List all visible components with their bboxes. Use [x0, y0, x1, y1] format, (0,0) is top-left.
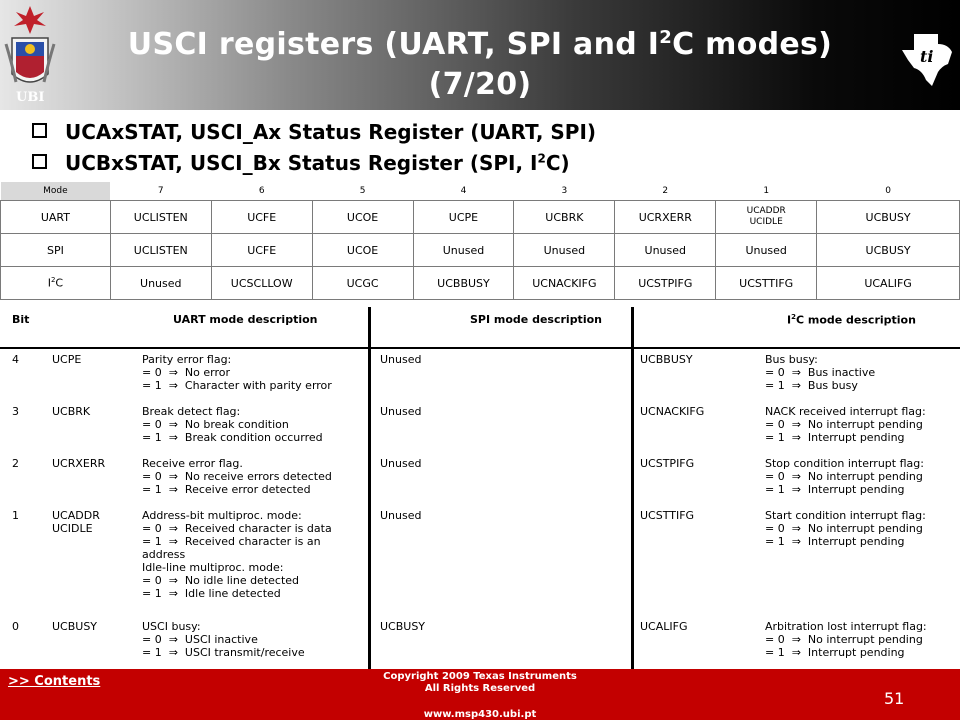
cell-i2c-name: UCNACKIFG [640, 405, 705, 418]
header-cell: 3 [514, 182, 615, 201]
header-divider [0, 347, 960, 349]
cell-i2c: Bus busy: = 0 ⇒ Bus inactive = 1 ⇒ Bus busy [765, 353, 876, 392]
title-part: C modes) [672, 27, 833, 62]
table-cell: UCGC [312, 267, 413, 300]
table-cell: UCADDR UCIDLE [716, 201, 817, 234]
table-cell: UCSTPIFG [615, 267, 716, 300]
cell-i2c-name: UCBBUSY [640, 353, 693, 366]
cell-i2c: Start condition interrupt flag: = 0 ⇒ No interrupt pending = 1 ⇒ Interrupt pending [765, 509, 926, 548]
header-cell: 5 [312, 182, 413, 201]
cell-name: UCRXERR [52, 457, 106, 470]
table-cell: UCSTTIFG [716, 267, 817, 300]
table-cell: UCALIFG [817, 267, 960, 300]
table-cell: UCBRK [514, 201, 615, 234]
square-bullet-icon [32, 123, 47, 138]
cell-bit: 0 [12, 620, 19, 633]
column-header-i2c [787, 313, 916, 327]
cell-uart: Break detect flag: = 0 ⇒ No break condition = 1 ⇒ Break condition occurred [142, 405, 323, 444]
header-cell: Mode [1, 182, 111, 201]
page-number: 51 [884, 689, 905, 708]
header-part: C mode description [795, 313, 916, 327]
cell-bit: 1 [12, 509, 19, 522]
title-superscript: 2 [659, 27, 673, 48]
mode-cell: UART [1, 201, 111, 234]
copyright-line: All Rights Reserved [424, 683, 536, 694]
square-bullet-icon [32, 154, 47, 169]
ubi-label: UBI [16, 90, 45, 105]
header-cell: 1 [716, 182, 817, 201]
bullet-ucaxstat [32, 120, 596, 144]
title-line2: (7/20) [428, 67, 532, 102]
slide-footer [0, 669, 960, 720]
column-divider [368, 307, 371, 669]
header-cell: 0 [817, 182, 960, 201]
header-part: I [787, 313, 792, 327]
table-cell: UCBUSY [817, 234, 960, 267]
table-cell: UCOE [312, 234, 413, 267]
table-cell: Unused [413, 234, 514, 267]
table-cell: UCRXERR [615, 201, 716, 234]
table-cell: UCFE [211, 201, 312, 234]
copyright-line: Copyright 2009 Texas Instruments [383, 671, 577, 682]
ti-logo-icon [898, 30, 956, 88]
cell-i2c-name: UCSTTIFG [640, 509, 695, 522]
cell-i2c: NACK received interrupt flag: = 0 ⇒ No interrupt pending = 1 ⇒ Interrupt pending [765, 405, 926, 444]
table-cell: UCNACKIFG [514, 267, 615, 300]
column-header-spi: SPI mode description [470, 313, 602, 326]
header-cell: 6 [211, 182, 312, 201]
header-cell: 7 [110, 182, 211, 201]
table-header-row [1, 182, 960, 201]
title-part: USCI registers (UART, SPI and I [127, 27, 660, 62]
bullet-text: C) [545, 151, 570, 175]
cell-uart: Receive error flag. = 0 ⇒ No receive errors detected = 1 ⇒ Receive error detected [142, 457, 332, 496]
bullet-text: UCAxSTAT, USCI_Ax Status Register (UART, SPI) [65, 120, 597, 144]
slide-title [80, 18, 880, 105]
table-row [1, 267, 960, 300]
table-cell: UCSCLLOW [211, 267, 312, 300]
table-cell: UCLISTEN [110, 234, 211, 267]
bullet-ucbxstat [32, 151, 570, 175]
cell-uart: USCI busy: = 0 ⇒ USCI inactive = 1 ⇒ USCI transmit/receive [142, 620, 305, 659]
cell-uart: Parity error flag: = 0 ⇒ No error = 1 ⇒ Character with parity error [142, 353, 332, 392]
table-cell: UCFE [211, 234, 312, 267]
svg-text:ti: ti [920, 47, 934, 66]
cell-spi: Unused [380, 353, 422, 366]
cell-i2c: Arbitration lost interrupt flag: = 0 ⇒ No interrupt pending = 1 ⇒ Interrupt pending [765, 620, 927, 659]
table-cell: Unused [615, 234, 716, 267]
register-bit-table [0, 182, 960, 300]
table-cell: UCLISTEN [110, 201, 211, 234]
slide-header [0, 0, 960, 110]
table-row [1, 201, 960, 234]
cell-uart: Address-bit multiproc. mode: = 0 ⇒ Received character is data = 1 ⇒ Received character is an address Idle-line multiproc. mode: = 0 ⇒ No idle line detected = 1 ⇒ Idle line detected [142, 509, 332, 600]
cell-spi: Unused [380, 457, 422, 470]
bullet-text: UCBxSTAT, USCI_Bx Status Register (SPI, I [65, 151, 538, 175]
mode-cell: SPI [1, 234, 111, 267]
table-cell: Unused [110, 267, 211, 300]
table-cell: Unused [716, 234, 817, 267]
website-url: www.msp430.ubi.pt [423, 709, 537, 720]
header-cell: 2 [615, 182, 716, 201]
mode-cell-i2c: $I^2C$ [1, 267, 111, 300]
bullet-superscript: 2 [537, 151, 546, 166]
cell-spi: UCBUSY [380, 620, 426, 633]
cell-spi: Unused [380, 405, 422, 418]
table-cell: UCBBUSY [413, 267, 514, 300]
header-superscript: 2 [791, 313, 796, 321]
cell-name: UCPE [52, 353, 82, 366]
cell-bit: 4 [12, 353, 19, 366]
university-crest-icon [4, 4, 56, 104]
table-cell: UCPE [413, 201, 514, 234]
copyright [330, 671, 630, 695]
cell-i2c-name: UCALIFG [640, 620, 688, 633]
cell-bit: 3 [12, 405, 19, 418]
cell-bit: 2 [12, 457, 19, 470]
table-cell: UCBUSY [817, 201, 960, 234]
column-divider [631, 307, 634, 669]
table-cell: Unused [514, 234, 615, 267]
column-header-bit: Bit [12, 313, 30, 326]
cell-spi: Unused [380, 509, 422, 522]
cell-i2c: Stop condition interrupt flag: = 0 ⇒ No interrupt pending = 1 ⇒ Interrupt pending [765, 457, 924, 496]
cell-name: UCBRK [52, 405, 91, 418]
table-cell: UCOE [312, 201, 413, 234]
bit-description-table [0, 307, 960, 669]
column-header-uart: UART mode description [173, 313, 318, 326]
cell-name: UCADDR UCIDLE [52, 509, 100, 535]
cell-name: UCBUSY [52, 620, 98, 633]
contents-link[interactable]: >> Contents [8, 674, 101, 689]
cell-i2c-name: UCSTPIFG [640, 457, 695, 470]
header-cell: 4 [413, 182, 514, 201]
table-row [1, 234, 960, 267]
